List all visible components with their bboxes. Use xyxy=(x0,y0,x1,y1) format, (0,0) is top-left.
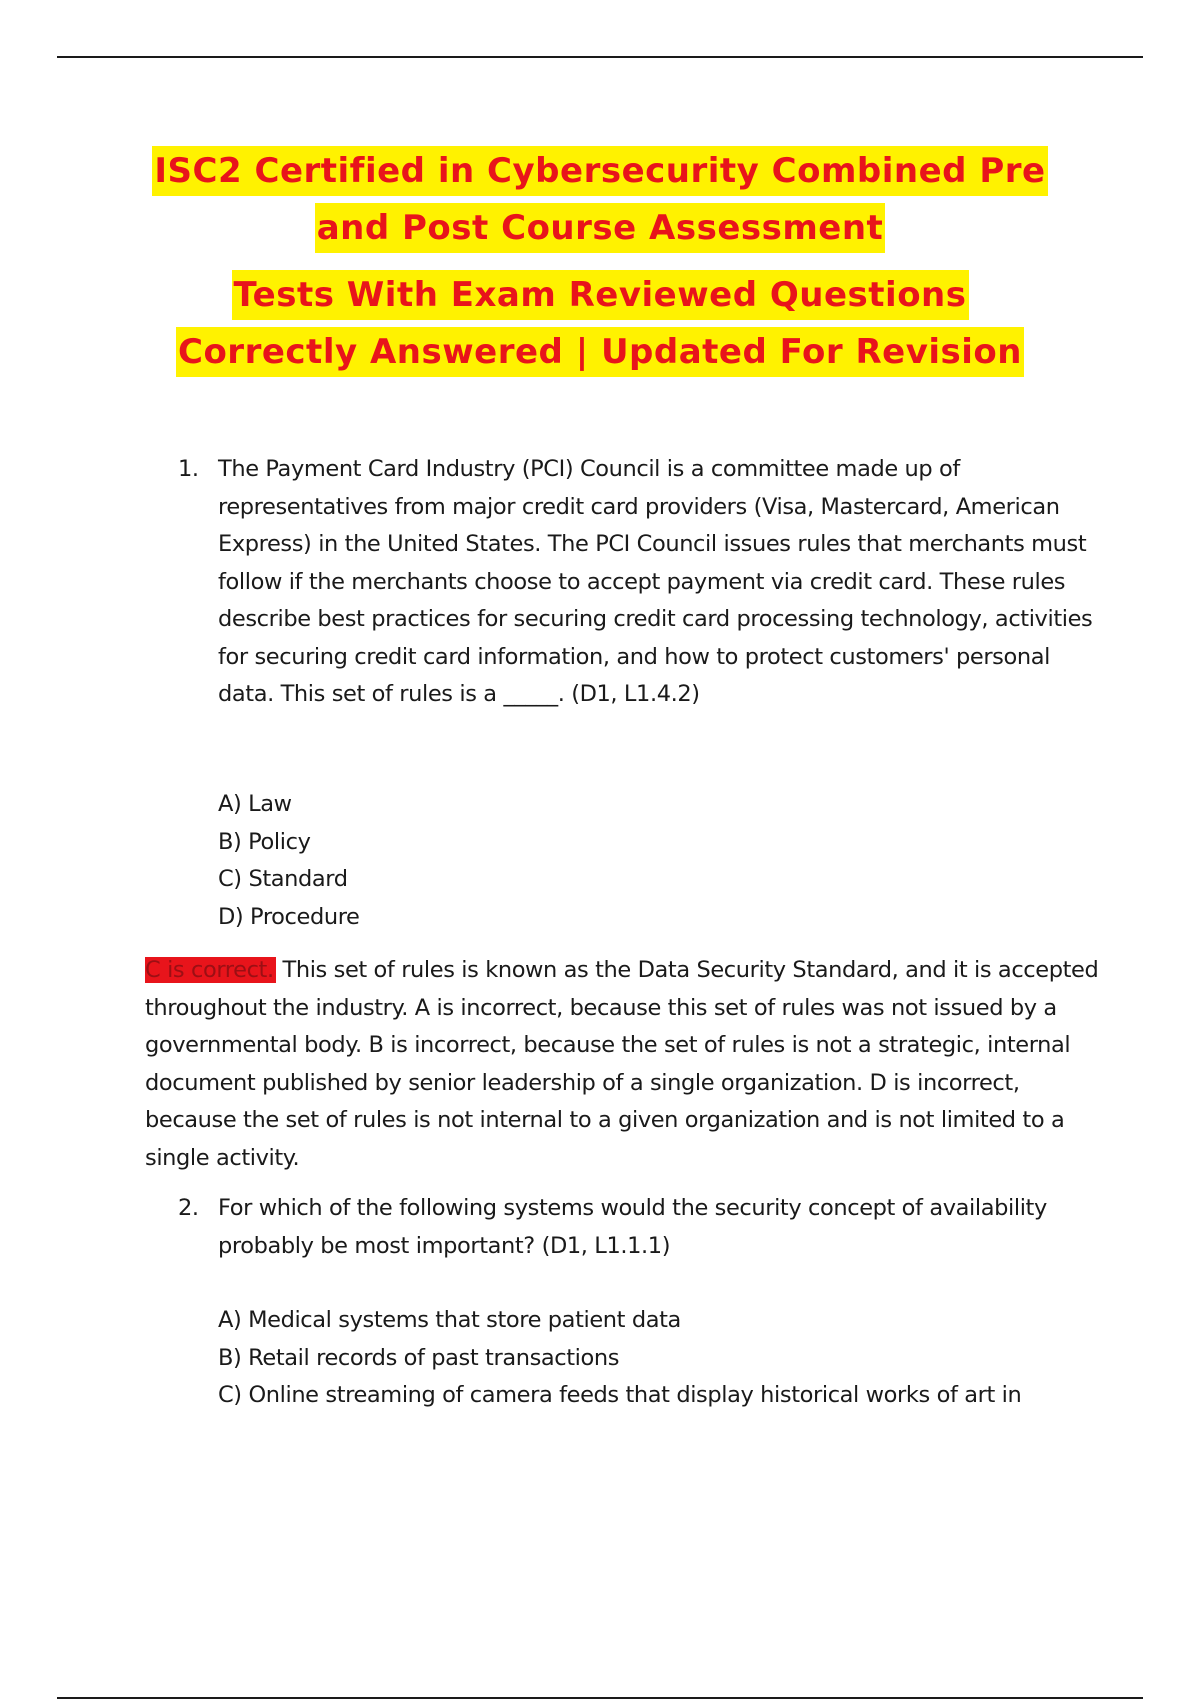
question-number: 1. xyxy=(178,456,199,482)
question-2-options xyxy=(218,1302,1098,1415)
title-line xyxy=(60,327,1140,384)
question-1 xyxy=(178,451,1098,714)
title-line xyxy=(60,270,1140,327)
top-rule xyxy=(57,56,1143,58)
option-b: B) Retail records of past transactions xyxy=(218,1344,620,1371)
question-1-options xyxy=(218,786,1098,936)
title-group-2 xyxy=(60,270,1140,384)
question-text: For which of the following systems would the security concept of availability probably be most important? (D1, L1.1.1) xyxy=(218,1195,1047,1259)
option-a: A) Medical systems that store patient data xyxy=(218,1307,681,1333)
title-line-text: and Post Course Assessment xyxy=(315,203,886,253)
option-c: C) Standard xyxy=(218,866,348,892)
title-group-1 xyxy=(60,146,1140,260)
option-d: D) Procedure xyxy=(218,903,360,930)
question-text: The Payment Card Industry (PCI) Council is a committee made up of representatives from major credit card providers (Visa, Mastercard, American Express) in the United States. The PCI Council issues rules that merchants must follow if the merchants choose to accept payment via credit card. These rules describe best practices for securing credit card processing technology, activities for securing credit card information, and how to protect customers' personal data. This set of rules is a _____. (D1, L1.4.2) xyxy=(218,456,1093,707)
option-b: B) Policy xyxy=(218,828,311,855)
document-title xyxy=(60,146,1140,384)
option-a: A) Law xyxy=(218,791,292,817)
bottom-rule xyxy=(57,1697,1143,1699)
title-line xyxy=(60,146,1140,203)
title-line-text: Correctly Answered | Updated For Revision xyxy=(176,327,1024,377)
answer-explanation-text: This set of rules is known as the Data Security Standard, and it is accepted throughout the industry. A is incorrect, because this set of rules was not issued by a governmental body. B is incorrect, because the set of rules is not a strategic, internal document published by senior leadership of a single organization. D is incorrect, because the set of rules is not internal to a given organization and is not limited to a single activity. xyxy=(145,957,1099,1171)
option-c: C) Online streaming of camera feeds that display historical works of art in xyxy=(218,1382,1022,1408)
title-line-text: Tests With Exam Reviewed Questions xyxy=(232,270,969,320)
correct-answer-highlight: C is correct. xyxy=(145,957,274,983)
question-2 xyxy=(178,1190,1098,1265)
question-number: 2. xyxy=(178,1195,199,1221)
title-line xyxy=(60,203,1140,260)
answer-explanation xyxy=(145,952,1100,1177)
title-line-text: ISC2 Certified in Cybersecurity Combined Pre xyxy=(152,146,1047,196)
